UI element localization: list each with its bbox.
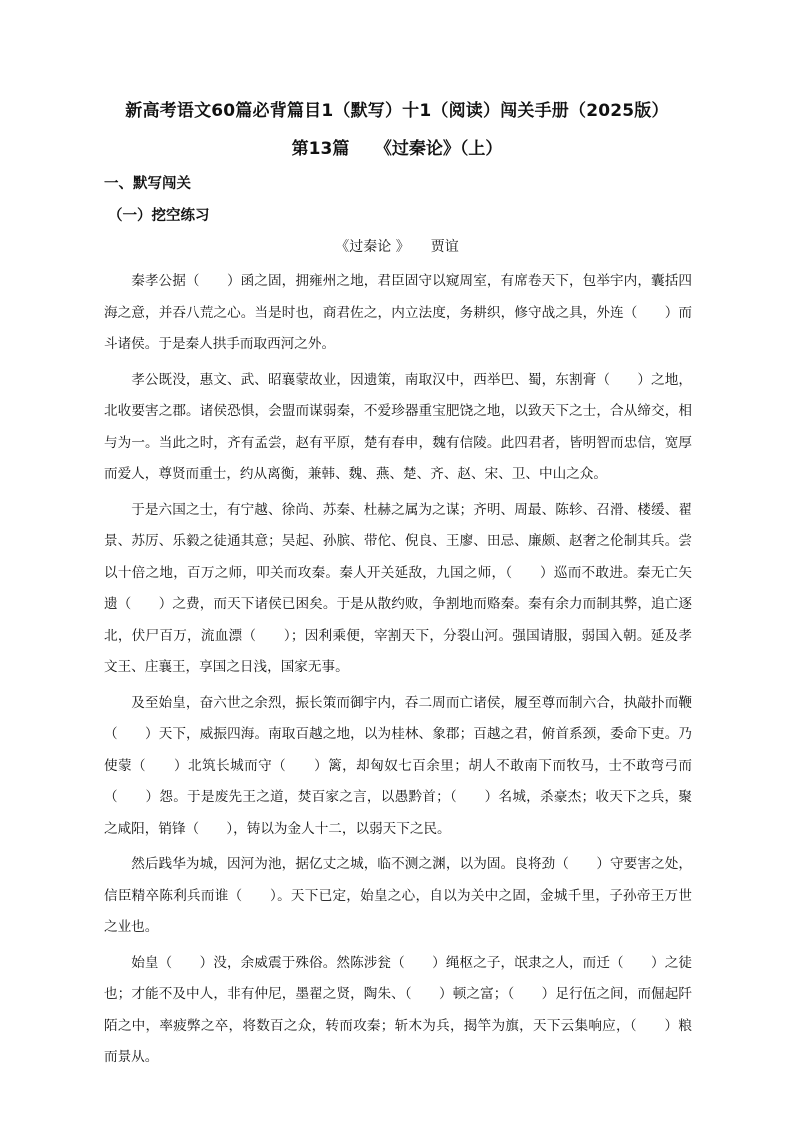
- text-title: 《过秦论 》 贾谊: [335, 239, 459, 255]
- subsection-heading: （一）挖空练习: [108, 208, 210, 224]
- paragraph: 于是六国之士，有宁越、徐尚、苏秦、杜赫之属为之谋；齐明、周最、陈轸、召滑、楼缓、翟景、苏厉、乐毅之徒通其意；吴起、孙膑、带佗、倪良、王廖、田忌、廉颇、赵奢之伦制其兵。尝以十倍之地，百万之师，叩关而攻秦。秦人开关延敌，九国之师，（ ）巡而不敢进。秦无亡矢遗（ ）之费，而天下诸侯已困矣。于是从散约败，争割地而赂秦。秦有余力而制其弊，追亡逐北，伏尸百万，流血漂（ ）；因利乘便，宰割天下，分裂山河。强国请服，弱国入朝。延及孝文王、庄襄王，享国之日浅，国家无事。: [104, 501, 692, 675]
- paragraph: 然后践华为城，因河为池，据亿丈之城，临不测之渊，以为固。良将劲（ ）守要害之处，信臣精卒陈利兵而谁（ ）。天下已定，始皇之心，自以为关中之固，金城千里，子孙帝王万世之业也。: [104, 856, 692, 935]
- passage-body: [104, 266, 692, 1078]
- document-subtitle: 第13篇 《过秦论》（上）: [291, 139, 503, 159]
- document-title: 新高考语文60篇必背篇目1（默写）十1（阅读）闯关手册（2025版）: [125, 101, 669, 121]
- paragraph: 秦孝公据（ ）函之固，拥雍州之地，君臣固守以窥周室，有席卷天下，包举宇内，囊括四海之意，并吞八荒之心。当是时也，商君佐之，内立法度，务耕织，修守战之具，外连（ ）而斗诸侯。于是秦人拱手而取西河之外。: [104, 273, 692, 352]
- section-heading: 一、默写闯关: [104, 176, 191, 192]
- paragraph: 及至始皇，奋六世之余烈，振长策而御宇内，吞二周而亡诸侯，履至尊而制六合，执敲扑而鞭（ ）天下，威振四海。南取百越之地，以为桂林、象郡；百越之君，俯首系颈，委命下吏。乃使蒙（ ）北筑长城而守（ ）篱，却匈奴七百余里；胡人不敢南下而牧马，士不敢弯弓而（ ）怨。于是废先王之道，焚百家之言，以愚黔首；（ ）名城，杀豪杰；收天下之兵，聚之咸阳，销锋（ ），铸以为金人十二，以弱天下之民。: [104, 694, 692, 837]
- paragraph: 孝公既没，惠文、武、昭襄蒙故业，因遗策，南取汉中，西举巴、蜀，东割膏（ ）之地，北收要害之郡。诸侯恐惧，会盟而谋弱秦，不爱珍器重宝肥饶之地，以致天下之士，合从缔交，相与为一。当此之时，齐有孟尝，赵有平原，楚有春申，魏有信陵。此四君者，皆明智而忠信，宽厚而爱人，尊贤而重士，约从离衡，兼韩、魏、燕、楚、齐、赵、宋、卫、中山之众。: [104, 371, 692, 482]
- paragraph: 始皇（ ）没，余威震于殊俗。然陈涉瓮（ ）绳枢之子，氓隶之人，而迁（ ）之徒也；才能不及中人，非有仲尼，墨翟之贤，陶朱、（ ）顿之富；（ ）足行伍之间，而倔起阡陌之中，率疲弊之卒，将数百之众，转而攻秦；斩木为兵，揭竿为旗，天下云集响应，（ ）粮而景从。: [104, 954, 692, 1065]
